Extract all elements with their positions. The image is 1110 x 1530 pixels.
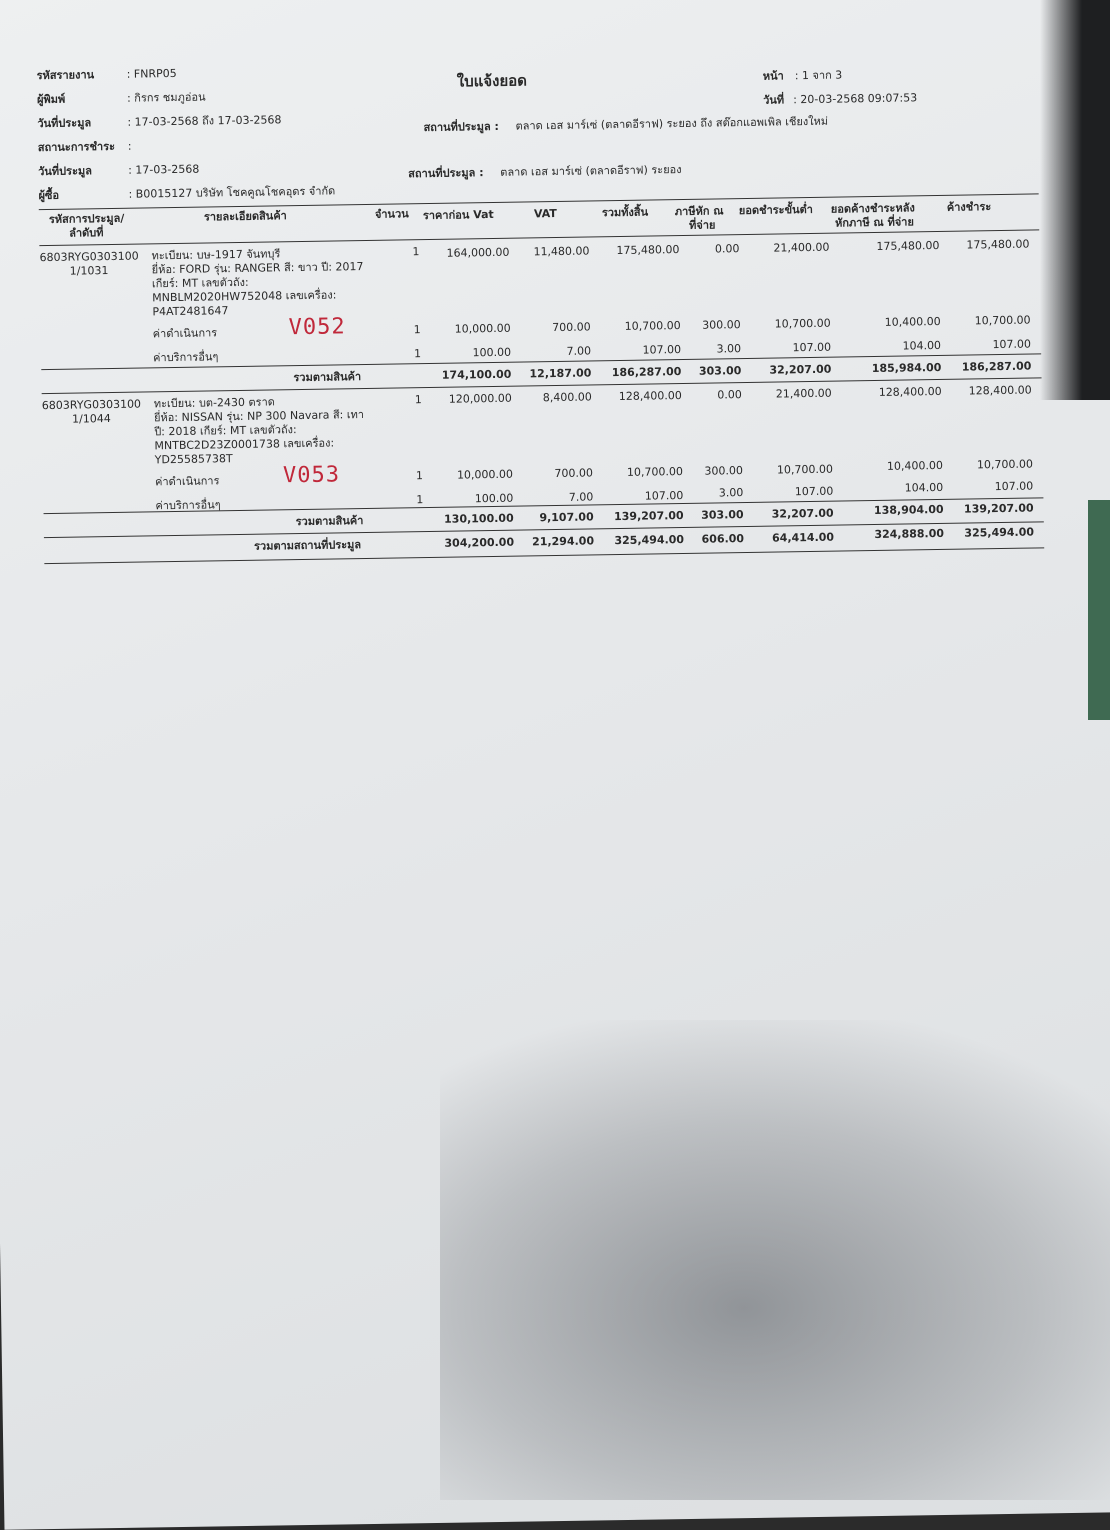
item-detail-line: ยี่ห้อ: NISSAN รุ่น: NP 300 Navara สี: เทา <box>153 408 365 425</box>
item-detail-line: ปี: 2018 เกียร์: MT เลขตัวถัง: <box>154 423 297 439</box>
total-cell: 107.00 <box>644 489 684 503</box>
print-date-label: วันที่ <box>763 93 785 107</box>
subtotal-vat: 12,187.00 <box>529 366 592 381</box>
min-pay-cell: 21,400.00 <box>773 240 830 255</box>
grand-vat: 21,294.00 <box>532 534 595 549</box>
remain-cell: 128,400.00 <box>878 384 942 399</box>
grand-total: 325,494.00 <box>614 533 685 548</box>
grand-pre-vat: 304,200.00 <box>444 535 515 550</box>
owed-cell: 10,700.00 <box>976 457 1033 472</box>
auction-date2-label: วันที่ประมูล <box>38 164 93 179</box>
col-qty: จำนวน <box>374 207 409 221</box>
payment-status-label: สถานะการชำระ <box>37 139 116 155</box>
qty-cell: 1 <box>416 493 424 507</box>
auction-date-label: วันที่ประมูล <box>37 116 92 131</box>
subtotal-owed: 139,207.00 <box>963 501 1034 516</box>
buyer-value: : B0015127 บริษัท โชคคูณโชคอุดร จำกัด <box>128 184 336 201</box>
item-detail-line: YD25585738T <box>154 452 233 467</box>
background-bezel <box>1040 0 1110 400</box>
remain-cell: 10,400.00 <box>886 458 944 473</box>
subtotal-remain: 138,904.00 <box>873 502 944 518</box>
min-pay-cell: 21,400.00 <box>775 386 832 401</box>
owed-cell: 10,700.00 <box>974 313 1031 328</box>
min-pay-cell: 10,700.00 <box>774 316 831 331</box>
vat-cell: 7.00 <box>568 490 594 504</box>
remain-cell: 104.00 <box>902 338 942 353</box>
min-pay-cell: 107.00 <box>792 340 832 355</box>
col-remain-line2: หักภาษี ณ ที่จ่าย <box>834 215 914 230</box>
grand-remain: 324,888.00 <box>874 526 945 542</box>
item-detail-line: ทะเบียน: บษ-1917 จันทบุรี <box>151 247 281 263</box>
fee-label: ค่าดำเนินการ <box>154 474 220 489</box>
pre-vat-cell: 164,000.00 <box>446 245 510 260</box>
col-pre-vat: ราคาก่อน Vat <box>422 207 494 223</box>
remain-cell: 10,400.00 <box>884 314 941 329</box>
owed-cell: 175,480.00 <box>966 237 1030 252</box>
col-owed: ค้างชำระ <box>946 200 992 214</box>
qty-cell: 1 <box>413 323 421 337</box>
qty-cell: 1 <box>413 347 422 361</box>
location1-value: ตลาด เอส มาร์เซ่ (ตลาดอีราฟ) ระยอง ถึง สต๊อกแอพเพิล เชียงใหม่ <box>515 114 829 133</box>
col-wht-line2: ที่จ่าย <box>688 218 716 232</box>
owed-cell: 107.00 <box>992 337 1032 352</box>
location2-value: ตลาด เอส มาร์เซ่ (ตลาดอีราฟ) ระยอง <box>500 163 682 179</box>
subtotal-vat: 9,107.00 <box>539 510 594 525</box>
qty-cell: 1 <box>412 245 420 259</box>
other-service-label: ค่าบริการอื่นๆ <box>155 498 221 513</box>
page-value: : 1 จาก 3 <box>794 68 843 83</box>
subtotal-wht: 303.00 <box>701 508 744 522</box>
total-cell: 10,700.00 <box>626 465 684 479</box>
subtotal-total: 139,207.00 <box>613 509 684 524</box>
subtotal-label: รวมตามสินค้า <box>293 370 362 385</box>
remain-cell: 175,480.00 <box>876 238 940 253</box>
pre-vat-cell: 10,000.00 <box>454 321 511 336</box>
item-detail-line: เกียร์: MT เลขตัวถัง: <box>151 275 249 291</box>
item-detail-line: ยี่ห้อ: FORD รุ่น: RANGER สี: ขาว ปี: 2017 <box>151 260 364 277</box>
pre-vat-cell: 10,000.00 <box>456 467 514 482</box>
vat-cell: 700.00 <box>552 320 591 335</box>
col-min-pay: ยอดชำระขั้นต่ำ <box>738 202 813 218</box>
vat-cell: 8,400.00 <box>542 390 592 405</box>
item-seq: 1/1044 <box>71 412 111 426</box>
grand-wht: 606.00 <box>701 532 745 546</box>
item-detail-line: P4AT2481647 <box>152 304 229 319</box>
pre-vat-cell: 100.00 <box>472 345 512 360</box>
subtotal-min-pay: 32,207.00 <box>769 362 832 377</box>
payment-status-value: : <box>127 139 132 153</box>
total-cell: 107.00 <box>642 343 682 357</box>
col-wht-line1: ภาษีหัก ณ <box>674 204 724 219</box>
subtotal-total: 186,287.00 <box>611 365 682 380</box>
col-detail: รายละเอียดสินค้า <box>203 209 287 224</box>
pre-vat-cell: 100.00 <box>474 491 514 506</box>
wht-cell: 300.00 <box>702 318 741 332</box>
item-detail-line: MNBLM2020HW752048 เลขเครื่อง: <box>152 288 337 305</box>
report-code-label: รหัสรายงาน <box>36 68 95 83</box>
document-title: ใบแจ้งยอด <box>456 71 528 91</box>
handwritten-note: V053 <box>282 462 341 489</box>
min-pay-cell: 107.00 <box>794 484 834 499</box>
other-service-label: ค่าบริการอื่นๆ <box>153 350 219 365</box>
remain-cell: 104.00 <box>904 480 944 495</box>
fee-label: ค่าดำเนินการ <box>152 326 218 341</box>
pre-vat-cell: 120,000.00 <box>448 391 512 406</box>
qty-cell: 1 <box>414 393 422 407</box>
item-detail-line: MNTBC2D23Z0001738 เลขเครื่อง: <box>154 436 335 453</box>
location2-label: สถานที่ประมูล : <box>408 166 484 181</box>
col-total: รวมทั้งสิ้น <box>601 205 649 220</box>
printer-label: ผู้พิมพ์ <box>36 92 66 107</box>
print-date-value: : 20-03-2568 09:07:53 <box>793 91 918 107</box>
page-label: หน้า <box>762 69 784 83</box>
total-cell: 10,700.00 <box>624 319 681 333</box>
grand-total-label: รวมตามสถานที่ประมูล <box>253 538 362 553</box>
wht-cell: 300.00 <box>704 464 744 478</box>
subtotal-wht: 303.00 <box>698 364 742 378</box>
wht-cell: 3.00 <box>718 486 744 500</box>
grand-owed: 325,494.00 <box>964 525 1035 540</box>
col-vat: VAT <box>533 206 557 221</box>
qty-cell: 1 <box>415 469 424 483</box>
item-detail-line: ทะเบียน: บต-2430 ตราด <box>153 395 275 411</box>
printer-value: : กิรกร ชมภูอ่อน <box>126 90 206 105</box>
col-remain-line1: ยอดค้างชำระหลัง <box>830 201 915 216</box>
subtotal-min-pay: 32,207.00 <box>771 506 834 521</box>
total-cell: 175,480.00 <box>616 243 680 258</box>
handwritten-note: V052 <box>288 314 346 341</box>
background-green-strip <box>1088 500 1110 720</box>
buyer-label: ผู้ซื้อ <box>38 188 60 203</box>
grand-total-rule <box>44 547 1044 564</box>
wht-cell: 0.00 <box>714 242 740 256</box>
grand-min-pay: 64,414.00 <box>771 530 835 545</box>
statement-document <box>36 53 1037 553</box>
report-code-value: : FNRP05 <box>126 66 177 81</box>
subtotal-pre-vat: 130,100.00 <box>443 511 514 526</box>
total-cell: 128,400.00 <box>618 389 682 404</box>
item-code: 6803RYG0303100 <box>41 397 142 413</box>
vat-cell: 700.00 <box>554 466 594 481</box>
wht-cell: 3.00 <box>716 342 742 356</box>
col-code-line2: ลำดับที่ <box>69 226 104 240</box>
item-seq: 1/1031 <box>69 264 109 278</box>
subtotal-pre-vat: 174,100.00 <box>441 367 512 382</box>
vat-cell: 7.00 <box>566 344 592 358</box>
item-code: 6803RYG0303100 <box>39 249 139 265</box>
min-pay-cell: 10,700.00 <box>776 462 834 477</box>
owed-cell: 107.00 <box>994 479 1034 494</box>
auction-date-value: : 17-03-2568 ถึง 17-03-2568 <box>127 113 282 129</box>
subtotal-label: รวมตามสินค้า <box>295 514 364 529</box>
location1-label: สถานที่ประมูล : <box>423 119 499 135</box>
col-code-line1: รหัสการประมูล/ <box>48 211 125 226</box>
vat-cell: 11,480.00 <box>533 244 590 259</box>
owed-cell: 128,400.00 <box>968 383 1032 398</box>
auction-date2-value: : 17-03-2568 <box>128 162 200 177</box>
subtotal-remain: 185,984.00 <box>871 360 942 376</box>
subtotal-owed: 186,287.00 <box>961 359 1032 374</box>
wht-cell: 0.00 <box>717 388 742 402</box>
